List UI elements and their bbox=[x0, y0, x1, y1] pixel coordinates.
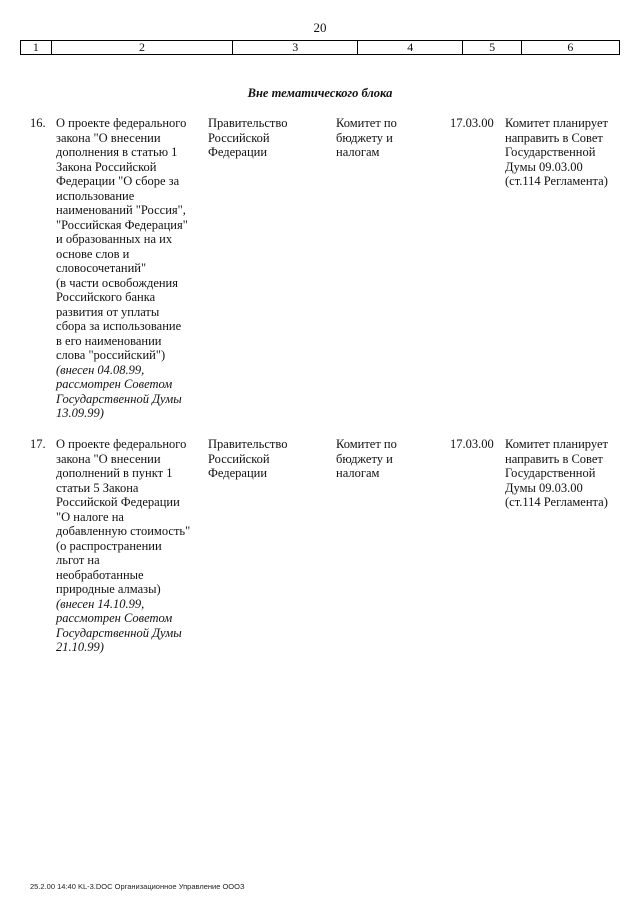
submission-note-line: (внесен 14.10.99, bbox=[56, 596, 145, 611]
author-line: Российской bbox=[208, 451, 270, 466]
note-line: Думы 09.03.00 bbox=[505, 159, 583, 174]
description-line: "О налоге на bbox=[56, 509, 124, 524]
entry-author bbox=[208, 116, 326, 160]
entry-committee bbox=[336, 437, 436, 481]
description-line: слова "российский") bbox=[56, 348, 166, 362]
description-line: статьи 5 Закона bbox=[56, 480, 139, 495]
description-line: Федерации "О сборе за bbox=[56, 174, 180, 188]
description-line: О проекте федерального bbox=[56, 116, 187, 130]
entry-note bbox=[505, 116, 625, 189]
description-line: природные алмазы) bbox=[56, 582, 161, 596]
document-footer: 25.2.00 14:40 KL-3.DOC Организационное Управление ОООЗ bbox=[30, 882, 245, 891]
note-line: Государственной bbox=[505, 466, 596, 480]
description-line: необработанные bbox=[56, 567, 144, 582]
column-header-3: 3 bbox=[233, 41, 358, 54]
submission-note-line: рассмотрен Советом bbox=[56, 377, 173, 391]
description-line: Российской Федерации bbox=[56, 495, 180, 509]
note-line: направить в Совет bbox=[505, 130, 603, 145]
committee-line: Комитет по bbox=[336, 116, 397, 130]
column-header-6: 6 bbox=[567, 40, 574, 54]
author-line: Правительство bbox=[208, 437, 288, 451]
note-line: направить в Совет bbox=[505, 451, 603, 466]
submission-note-line: рассмотрен Советом bbox=[56, 611, 173, 625]
submission-note-line: (внесен 04.08.99, bbox=[56, 362, 145, 377]
note-line: Комитет планирует bbox=[505, 437, 608, 451]
description-line: сбора за использование bbox=[56, 319, 182, 333]
entry-number: 16. bbox=[30, 116, 46, 130]
description-line: добавленную стоимость" bbox=[56, 524, 191, 538]
author-line: Федерации bbox=[208, 466, 268, 480]
entry-author bbox=[208, 437, 326, 481]
description-line: Российского банка bbox=[56, 290, 156, 304]
entry-description bbox=[56, 437, 204, 655]
entry-note bbox=[505, 437, 625, 510]
description-line: закона "О внесении bbox=[56, 451, 161, 466]
author-line: Федерации bbox=[208, 145, 268, 159]
entry-date: 17.03.00 bbox=[450, 116, 494, 130]
column-header-2: 2 bbox=[52, 41, 233, 54]
entry-committee bbox=[336, 116, 436, 160]
description-line: О проекте федерального bbox=[56, 437, 187, 451]
description-line: закона "О внесении bbox=[56, 130, 161, 145]
note-line: Думы 09.03.00 bbox=[505, 480, 583, 495]
submission-note-line: Государственной Думы bbox=[56, 391, 182, 406]
description-line: наименований "Россия", bbox=[56, 203, 186, 217]
page-number: 20 bbox=[313, 20, 327, 35]
entry-number: 17. bbox=[30, 437, 46, 451]
description-line: и образованных на их bbox=[56, 232, 173, 246]
committee-line: бюджету и bbox=[336, 130, 393, 145]
column-header-5: 5 bbox=[463, 41, 522, 54]
committee-line: налогам bbox=[336, 145, 380, 159]
section-title: Вне тематического блока bbox=[247, 86, 393, 100]
committee-line: бюджету и bbox=[336, 451, 393, 466]
note-line: Комитет планирует bbox=[505, 116, 608, 130]
column-header-row bbox=[20, 40, 620, 55]
note-line: (ст.114 Регламента) bbox=[505, 495, 608, 509]
description-line: "Российская Федерация" bbox=[56, 217, 188, 232]
description-line: Закона Российской bbox=[56, 159, 157, 174]
submission-note-line: Государственной Думы bbox=[56, 625, 182, 640]
description-line: использование bbox=[56, 188, 135, 203]
description-line: дополнения в статью 1 bbox=[56, 145, 178, 159]
description-line: словосочетаний" bbox=[56, 261, 147, 275]
description-line: (о распространении bbox=[56, 538, 162, 553]
entry-description bbox=[56, 116, 204, 421]
description-line: основе слов и bbox=[56, 246, 130, 261]
author-line: Правительство bbox=[208, 116, 288, 130]
description-line: дополнений в пункт 1 bbox=[56, 466, 173, 480]
note-line: (ст.114 Регламента) bbox=[505, 174, 608, 188]
committee-line: налогам bbox=[336, 466, 380, 480]
entry-date: 17.03.00 bbox=[450, 437, 494, 451]
submission-note-line: 21.10.99) bbox=[56, 640, 104, 654]
column-header-1: 1 bbox=[21, 41, 52, 54]
description-line: льгот на bbox=[56, 553, 100, 567]
column-header-4: 4 bbox=[358, 41, 463, 54]
description-line: развития от уплаты bbox=[56, 304, 160, 319]
author-line: Российской bbox=[208, 130, 270, 145]
committee-line: Комитет по bbox=[336, 437, 397, 451]
note-line: Государственной bbox=[505, 145, 596, 159]
description-line: в его наименовании bbox=[56, 333, 162, 348]
description-line: (в части освобождения bbox=[56, 275, 178, 290]
submission-note-line: 13.09.99) bbox=[56, 406, 104, 420]
